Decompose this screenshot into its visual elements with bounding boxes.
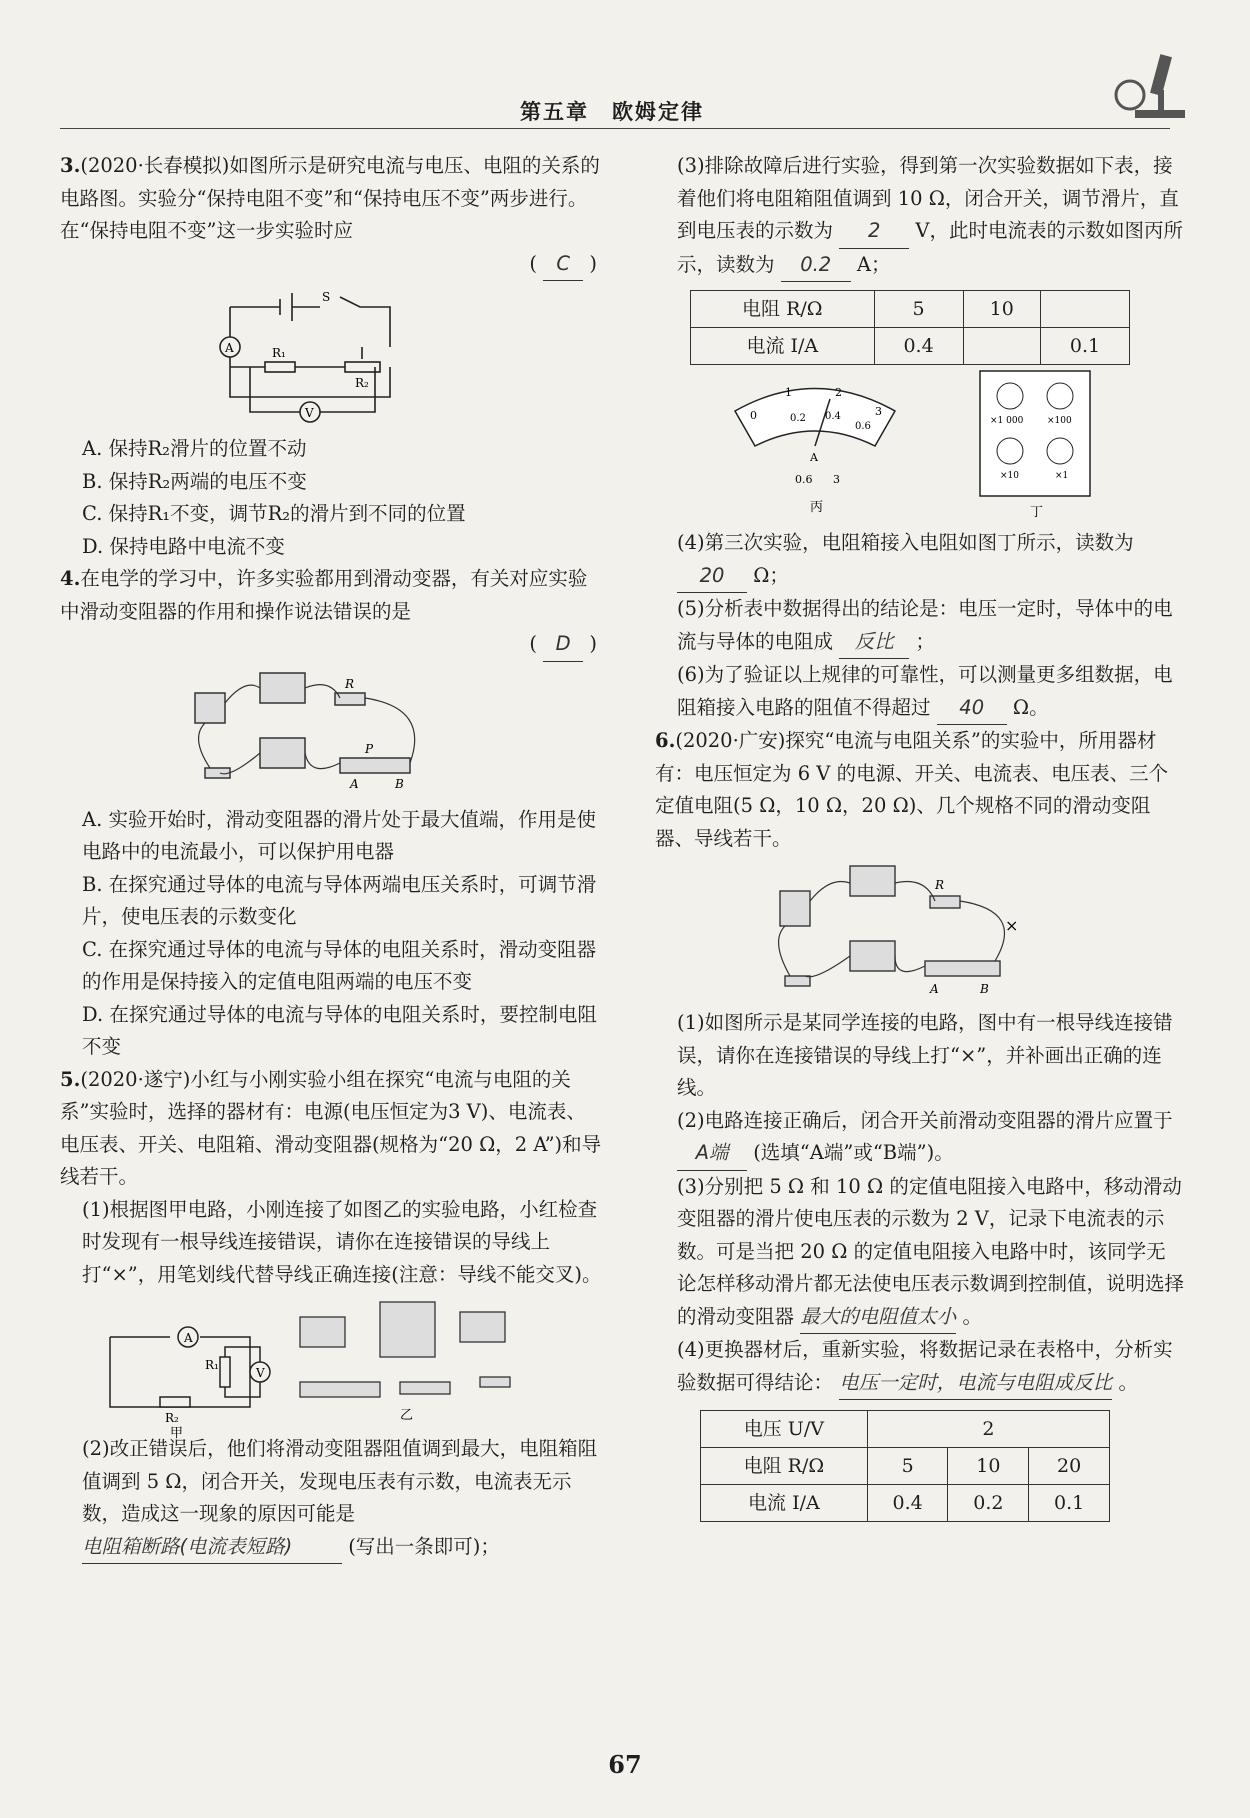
- svg-text:0.6: 0.6: [855, 421, 871, 432]
- svg-text:A: A: [184, 1331, 193, 1345]
- svg-text:B: B: [395, 776, 404, 791]
- table-row: 电压 U/V 2: [701, 1411, 1110, 1448]
- question-5: 5.(2020·遂宁)小红与小刚实验小组在探究“电流与电阻的关系”实验时，选择的器材有：电源(电压恒定为3 V)、电流表、电压表、开关、电阻箱、滑动变阻器(规格为“20 Ω，2 A”)和导线若干。 (1)根据图甲电路，小刚连接了如图乙的实验电路，小红检查时发现有一根导线连接错误，请你在连接错误的导线上打“×”，用笔划线代替导线正确连接(注意：导线不能交叉)。 A V R₁ R₂ 甲 乙 (2)改正错误后，他们将滑动变阻器阻值调到最大，电阻箱阻值调到 5 Ω，闭合开关，发现电压表有示数，电流表无示数，造成这一现象的原因可能是 电阻箱断路(电流表短路) (写出一条即可)；: [60, 1064, 605, 1565]
- question-3: 3.(2020·长春模拟)如图所示是研究电流与电压、电阻的关系的电路图。实验分“保持电阻不变”和“保持电压不变”两步进行。在“保持电阻不变”这一步实验时应 ( C ) A S R₁ R₂ V A. 保持R₂滑片的位置不动 B. 保持R₂两端的电压不变 C. 保持R₁不变，调节R₂的滑片到不同的位置 D. 保持电路中电流不变: [60, 150, 605, 563]
- circuit-apparatus-q6: [765, 861, 1185, 1001]
- q5-part-2: (2)改正错误后，他们将滑动变阻器阻值调到最大，电阻箱阻值调到 5 Ω，闭合开关，发现电压表有示数，电流表无示数，造成这一现象的原因可能是 电阻箱断路(电流表短路) (写出一条即可)；: [60, 1433, 605, 1564]
- question-6: 6.(2020·广安)探究“电流与电阻关系”的实验中，所用器材有：电压恒定为 6 V 的电源、开关、电流表、电压表、三个定值电阻(5 Ω，10 Ω，20 Ω)、几个规格不同的滑动变阻器、导线若干。 R A B × (1)如图所示是某同学连接的电路，图中有一根导线连接错误，请你在连接错误的导线上打“×”，并补画出正确的连线。 (2)电路连接正确后，闭合开关前滑动变阻器的滑片应置于 A端 (选填“A端”或“B端”)。 (3)分别把 5 Ω 和 10 Ω 的定值电阻接入电路中，移动滑动变阻器的滑片使电压表的示数为 2 V，记录下电流表的示数。可是当把 20 Ω 的定值电阻接入电路中时，该同学无论怎样移动滑片都无法使电压表示数调到控制值，说明选择的滑动变阻器 最大的电阻值太小 。 (4)更换器材后，重新实验，将数据记录在表格中，分析实验数据可得结论： 电压一定时，电流与电阻成反比 。 电压 U/V 2 电阻 R/Ω 5 10 20 电流 I/A 0.4 0.2 0.1: [655, 725, 1185, 1522]
- circuit-apparatus-q4: [190, 668, 605, 798]
- svg-text:×1: ×1: [1055, 471, 1069, 481]
- svg-text:×1 000: ×1 000: [990, 416, 1024, 426]
- option-a[interactable]: A. 保持R₂滑片的位置不动: [82, 437, 307, 460]
- table-row: 电阻 R/Ω 5 10: [691, 291, 1130, 328]
- question-4: 4.在电学的学习中，许多实验都用到滑动变器，有关对应实验中滑动变阻器的作用和操作说法错误的是 ( D ) R P A B A. 实验开始时，滑动变阻器的滑片处于最大值端，作用是使电路中的电流最小，可以保护用电器 B. 在探究通过导体的电流与导体两端电压关系时，可调节滑片，使电压表的示数变化 C. 在探究通过导体的电流与导体的电阻关系时，滑动变阻器的作用是保持接入的定值电阻两端的电压不变 D. 在探究通过导体的电流与导体的电阻关系时，要控制电阻不变: [60, 563, 605, 1064]
- svg-text:V: V: [256, 1366, 265, 1380]
- svg-text:R: R: [345, 676, 355, 691]
- chapter-title: 第五章 欧姆定律: [520, 99, 704, 124]
- svg-text:×10: ×10: [1000, 471, 1019, 481]
- svg-text:P: P: [365, 741, 374, 756]
- table-row: 电流 I/A 0.4 0.1: [691, 328, 1130, 365]
- header-rule: [60, 128, 1170, 129]
- svg-text:0: 0: [750, 409, 757, 422]
- option-c[interactable]: C. 在探究通过导体的电流与导体的电阻关系时，滑动变阻器的作用是保持接入的定值电阻两端的电压不变: [82, 937, 597, 993]
- svg-text:A: A: [225, 341, 234, 355]
- svg-text:×100: ×100: [1047, 416, 1072, 426]
- svg-text:R₂: R₂: [165, 1411, 179, 1425]
- answer-choice: ( C ): [60, 248, 605, 282]
- svg-text:丁: 丁: [1030, 505, 1044, 520]
- q5-part-4: (4)第三次实验，电阻箱接入电阻如图丁所示，读数为 20 Ω；: [655, 527, 1185, 593]
- answer-choice: ( D ): [60, 628, 605, 662]
- svg-text:A: A: [350, 776, 359, 791]
- svg-text:R₁: R₁: [205, 1358, 219, 1372]
- svg-text:0.2: 0.2: [790, 413, 806, 424]
- circuit-figures-q5: [100, 1297, 605, 1441]
- left-column: [60, 150, 605, 1564]
- svg-text:S: S: [322, 290, 331, 304]
- svg-text:0.4: 0.4: [825, 411, 841, 422]
- svg-text:2: 2: [835, 386, 842, 399]
- q5-part-3: (3)排除故障后进行实验，得到第一次实验数据如下表，接着他们将电阻箱阻值调到 10 Ω，闭合开关，调节滑片，直到电压表的示数为 2 V，此时电流表的示数如图丙所示，读数为 0.2 A；: [655, 150, 1185, 282]
- option-d[interactable]: D. 在探究通过导体的电流与导体的电阻关系时，要控制电阻不变: [82, 1002, 597, 1058]
- svg-text:丙: 丙: [810, 500, 824, 515]
- q5-part-2-answer[interactable]: 电阻箱断路(电流表短路): [82, 1531, 342, 1565]
- option-a[interactable]: A. 实验开始时，滑动变阻器的滑片处于最大值端，作用是使电路中的电流最小，可以保护用电器: [82, 807, 596, 863]
- table-row: 电流 I/A 0.4 0.2 0.1: [701, 1485, 1110, 1522]
- option-d[interactable]: D. 保持电路中电流不变: [82, 534, 285, 558]
- q5-part-5: (5)分析表中数据得出的结论是：电压一定时，导体中的电流与导体的电阻成 反比 ；: [655, 593, 1185, 659]
- svg-text:3: 3: [833, 473, 840, 486]
- svg-text:0.6: 0.6: [795, 473, 813, 486]
- option-b[interactable]: B. 在探究通过导体的电流与导体两端电压关系时，可调节滑片，使电压表的示数变化: [82, 872, 597, 928]
- q5-part-4-answer[interactable]: 20: [677, 560, 747, 594]
- svg-text:R₂: R₂: [355, 376, 369, 390]
- option-c[interactable]: C. 保持R₁不变，调节R₂的滑片到不同的位置: [82, 502, 466, 525]
- svg-text:A: A: [930, 982, 939, 996]
- page-header: [0, 92, 1250, 132]
- q5-part-6-answer[interactable]: 40: [937, 692, 1007, 726]
- q6-part-3-answer[interactable]: 最大的电阻值太小: [800, 1301, 956, 1335]
- right-column: [655, 150, 1185, 1522]
- q5-part-5-answer[interactable]: 反比: [839, 626, 909, 660]
- q5-part-3-answer-1[interactable]: 2: [839, 215, 909, 249]
- q6-part-2-answer[interactable]: A端: [677, 1137, 747, 1171]
- option-b[interactable]: B. 保持R₂两端的电压不变: [82, 469, 307, 493]
- svg-text:1: 1: [785, 386, 792, 399]
- svg-text:R₁: R₁: [272, 346, 286, 360]
- svg-text:3: 3: [875, 405, 882, 418]
- q6-part-4-answer[interactable]: 电压一定时，电流与电阻成反比: [839, 1367, 1112, 1401]
- svg-text:×: ×: [1005, 916, 1019, 935]
- svg-text:B: B: [980, 982, 989, 996]
- q6-part-4: (4)更换器材后，重新实验，将数据记录在表格中，分析实验数据可得结论： 电压一定时，电流与电阻成反比 。: [655, 1334, 1185, 1400]
- svg-text:甲: 甲: [170, 1426, 184, 1441]
- svg-text:R: R: [935, 878, 945, 892]
- q5-part-6: (6)为了验证以上规律的可靠性，可以测量更多组数据，电阻箱接入电路的阻值不得超过 40 Ω。: [655, 659, 1185, 725]
- q6-part-1: (1)如图所示是某同学连接的电路，图中有一根导线连接错误，请你在连接错误的导线上打“×”，并补画出正确的连线。: [677, 1011, 1173, 1099]
- q6-data-table: [700, 1410, 1110, 1522]
- q6-part-2: (2)电路连接正确后，闭合开关前滑动变阻器的滑片应置于 A端 (选填“A端”或“B端”)。: [655, 1105, 1185, 1171]
- svg-text:乙: 乙: [400, 1408, 414, 1423]
- q5-data-table: [690, 290, 1130, 365]
- page-number: 67: [608, 1750, 642, 1779]
- ammeter-and-resistance-box: [725, 371, 1185, 521]
- q6-part-3: (3)分别把 5 Ω 和 10 Ω 的定值电阻接入电路中，移动滑动变阻器的滑片使电压表的示数为 2 V，记录下电流表的示数。可是当把 20 Ω 的定值电阻接入电路中时，该同学无论怎样移动滑片都无法使电压表示数调到控制值，说明选择的滑动变阻器 最大的电阻值太小 。: [655, 1171, 1185, 1335]
- circuit-diagram-q3: [210, 287, 605, 427]
- microscope-icon: [1100, 50, 1190, 130]
- q5-part-3-answer-2[interactable]: 0.2: [781, 249, 851, 283]
- q5-part-1: (1)根据图甲电路，小刚连接了如图乙的实验电路，小红检查时发现有一根导线连接错误，请你在连接错误的导线上打“×”，用笔划线代替导线正确连接(注意：导线不能交叉)。: [82, 1197, 602, 1286]
- svg-text:A: A: [810, 451, 818, 464]
- svg-text:V: V: [305, 406, 314, 420]
- table-row: 电阻 R/Ω 5 10 20: [701, 1448, 1110, 1485]
